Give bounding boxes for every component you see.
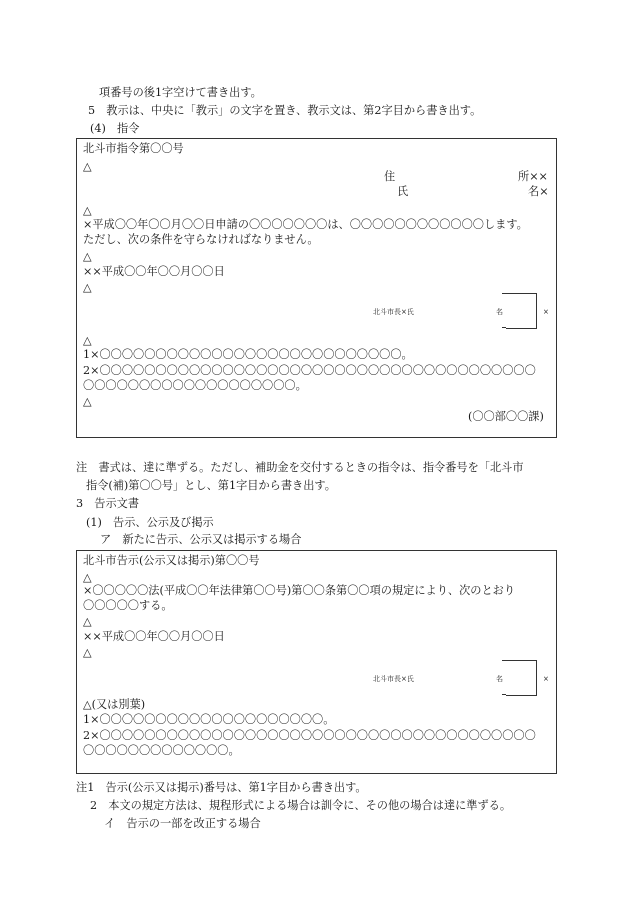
kokuji-item2a: 2×〇〇〇〇〇〇〇〇〇〇〇〇〇〇〇〇〇〇〇〇〇〇〇〇〇〇〇〇〇〇〇〇〇〇〇〇〇〇〇 [83, 729, 536, 742]
footer-note1: 注1 告示(公示又は掲示)番号は、第1字目から書き出す。 [76, 781, 367, 794]
shirei-mayor-name: 名 [496, 308, 503, 316]
kokuji-body1: ×〇〇〇〇〇法(平成〇〇年法律第〇〇号)第〇〇条第〇〇項の規定により、次のとおり [83, 584, 516, 597]
kokuji-date: ××平成〇〇年〇〇月〇〇日 [83, 630, 225, 643]
note-line2: 指令(補)第〇〇号」とし、第1字目から書き出す。 [86, 479, 336, 492]
kokuji-seal-box [506, 660, 537, 696]
shirei-box [76, 138, 557, 438]
shirei-tri2: △ [83, 204, 92, 217]
kokuji-tri1: △ [83, 571, 92, 584]
shirei-body2: ただし、次の条件を守らなければなりません。 [83, 233, 319, 246]
shirei-seal-box [506, 293, 537, 329]
shirei-cond1: 1×〇〇〇〇〇〇〇〇〇〇〇〇〇〇〇〇〇〇〇〇〇〇〇〇〇〇〇。 [83, 348, 413, 361]
shirei-name-label1: 氏 [397, 185, 409, 198]
kokuji-tri4: △(又は別葉) [83, 698, 146, 711]
kokuji-tri2: △ [83, 615, 92, 628]
kokuji-body2: 〇〇〇〇〇する。 [83, 599, 173, 612]
shirei-tri6: △ [83, 395, 92, 408]
shirei-addr-label2: 所×× [518, 170, 548, 183]
kokuji-mayor-name: 名 [496, 675, 503, 683]
shirei-doc-no: 北斗市指令第〇〇号 [83, 142, 184, 155]
shirei-cond2b: 〇〇〇〇〇〇〇〇〇〇〇〇〇〇〇〇〇〇〇。 [83, 379, 307, 392]
shirei-addr-label1: 住 [384, 170, 396, 183]
shirei-body1: ×平成〇〇年〇〇月〇〇日申請の〇〇〇〇〇〇〇は、〇〇〇〇〇〇〇〇〇〇〇〇します。 [83, 218, 528, 231]
shirei-seal-stub-top [502, 293, 506, 294]
kokuji-seal-x: × [543, 675, 549, 683]
kokuji-seal-stub-top [502, 660, 506, 661]
kokuji-doc-no: 北斗市告示(公示又は掲示)第〇〇号 [83, 554, 260, 567]
shirei-name-label2: 名× [528, 185, 549, 198]
footer-subI: イ 告示の一部を改正する場合 [104, 817, 261, 830]
section3-sub1: (1) 告示、公示及び掲示 [86, 516, 214, 529]
shirei-tri5: △ [83, 334, 92, 347]
kokuji-item1: 1×〇〇〇〇〇〇〇〇〇〇〇〇〇〇〇〇〇〇〇〇。 [83, 713, 335, 726]
intro-line2: 5 教示は、中央に「教示」の文字を置き、教示文は、第2字目から書き出す。 [88, 104, 482, 117]
kokuji-item2b: 〇〇〇〇〇〇〇〇〇〇〇〇〇。 [83, 744, 240, 757]
section-heading-shirei: (4) 指令 [90, 122, 140, 135]
section3-heading: 3 告示文書 [76, 497, 140, 510]
shirei-mayor: 北斗市長×氏 [373, 308, 414, 316]
shirei-tri1: △ [83, 160, 92, 173]
shirei-tri4: △ [83, 281, 92, 294]
shirei-seal-x: × [543, 308, 549, 316]
kokuji-mayor: 北斗市長×氏 [373, 675, 414, 683]
note-line1: 注 書式は、達に準ずる。ただし、補助金を交付するときの指令は、指令番号を「北斗市 [76, 461, 524, 474]
kokuji-seal-stub-bottom [502, 694, 506, 695]
shirei-dept: (〇〇部〇〇課) [468, 410, 544, 423]
shirei-tri3: △ [83, 250, 92, 263]
section3-subA: ア 新たに告示、公示又は掲示する場合 [100, 533, 302, 546]
kokuji-tri3: △ [83, 646, 92, 659]
intro-line1: 項番号の後1字空けて書き出す。 [99, 86, 262, 99]
footer-note2: 2 本文の規定方法は、規程形式による場合は訓令に、その他の場合は達に準ずる。 [90, 799, 512, 812]
shirei-cond2a: 2×〇〇〇〇〇〇〇〇〇〇〇〇〇〇〇〇〇〇〇〇〇〇〇〇〇〇〇〇〇〇〇〇〇〇〇〇〇〇〇 [83, 364, 536, 377]
shirei-date: ××平成〇〇年〇〇月〇〇日 [83, 265, 225, 278]
shirei-seal-stub-bottom [502, 327, 506, 328]
